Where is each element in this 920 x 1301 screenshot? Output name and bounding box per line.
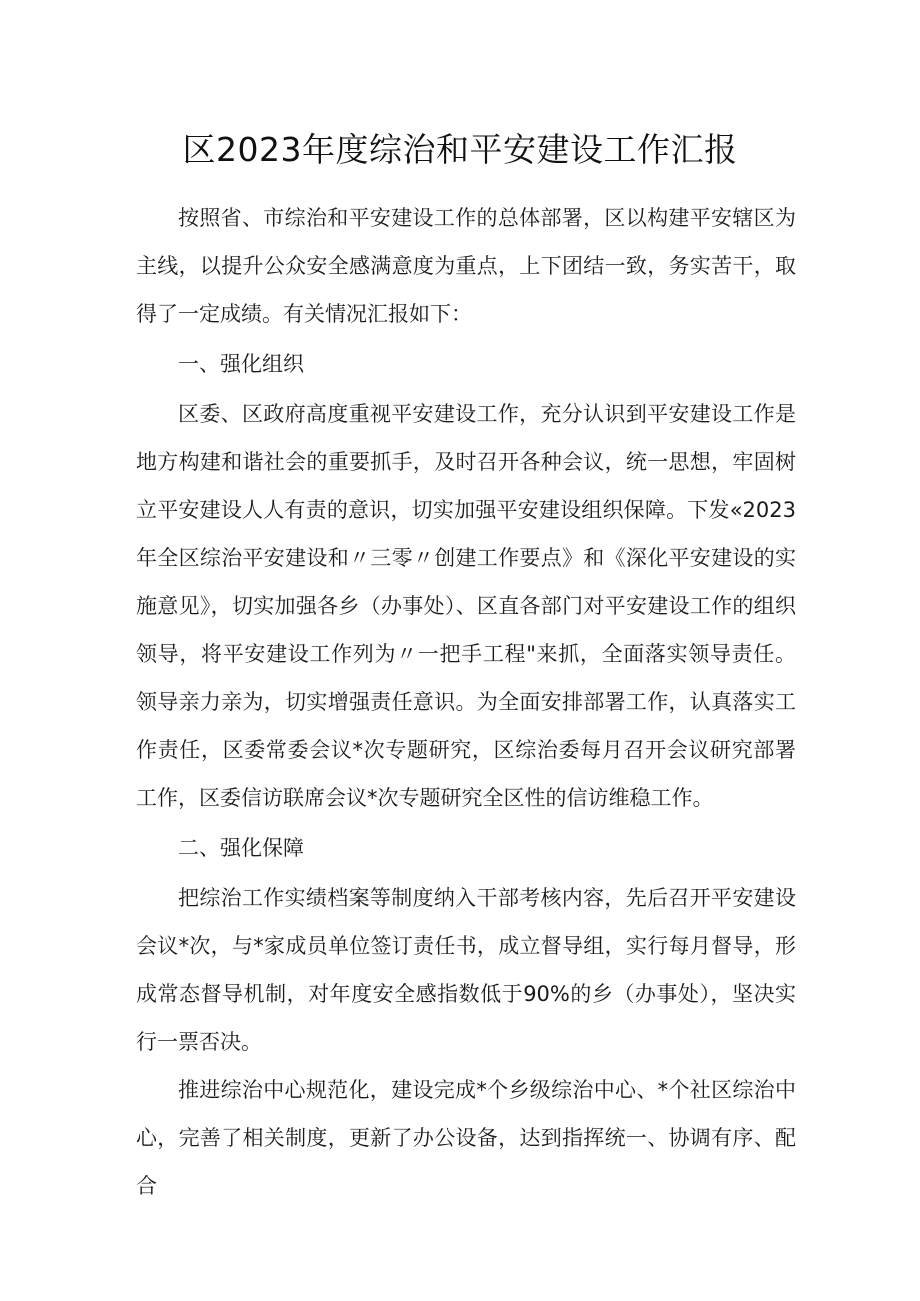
intro-paragraph: 按照省、市综治和平安建设工作的总体部署，区以构建平安辖区为主线，以提升公众安全感满意度为重点，上下团结一致，务实苦干，取得了一定成绩。有关情况汇报如下： [136, 206, 796, 326]
document-body [136, 194, 796, 1210]
section-2-paragraph-1: 把综治工作实绩档案等制度纳入干部考核内容，先后召开平安建设会议*次，与*家成员单位签订责任书，成立督导组，实行每月督导，形成常态督导机制，对年度安全感指数低于90%的乡（办事处），坚决实行一票否决。 [136, 886, 796, 1054]
document-title: 区2023年度综治和平安建设工作汇报 [182, 130, 738, 169]
section-heading-2: 二、强化保障 [178, 836, 304, 860]
section-1-paragraph: 区委、区政府高度重视平安建设工作，充分认识到平安建设工作是地方构建和谐社会的重要抓手，及时召开各种会议，统一思想，牢固树立平安建设人人有责的意识，切实加强平安建设组织保障。下发«2023年全区综治平安建设和〃三零〃创建工作要点》和《深化平安建设的实施意见》，切实加强各乡（办事处）、区直各部门对平安建设工作的组织领导，将平安建设工作列为〃一把手工程"来抓，全面落实领导责任。领导亲力亲为，切实增强责任意识。为全面安排部署工作，认真落实工作责任，区委常委会议*次专题研究，区综治委每月召开会议研究部署工作，区委信访联席会议*次专题研究全区性的信访维稳工作。 [136, 402, 796, 810]
section-heading-1: 一、强化组织 [178, 352, 304, 376]
section-2-paragraph-2: 推进综治中心规范化，建设完成*个乡级综治中心、*个社区综治中心，完善了相关制度，更新了办公设备，达到指挥统一、协调有序、配合 [136, 1078, 796, 1198]
